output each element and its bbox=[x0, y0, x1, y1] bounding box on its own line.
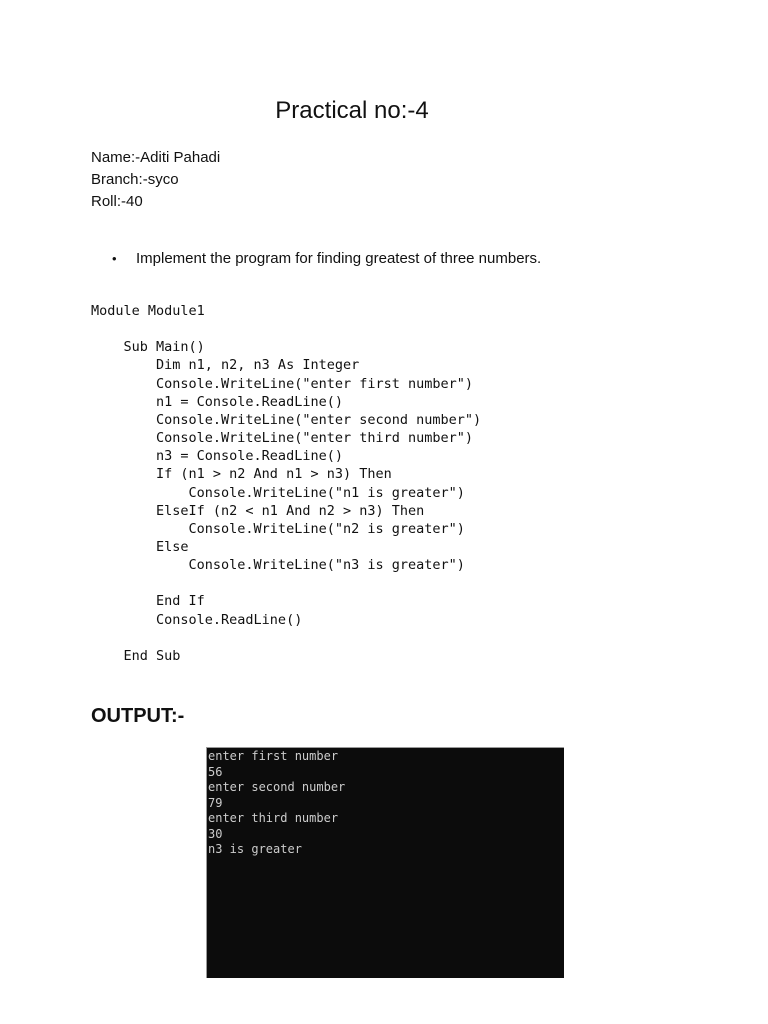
code-line: Console.WriteLine("n2 is greater") bbox=[91, 520, 465, 537]
code-line: End Sub bbox=[91, 647, 181, 664]
console-line: enter third number bbox=[208, 811, 339, 825]
code-line: Console.WriteLine("n3 is greater") bbox=[91, 557, 465, 574]
console-line: enter second number bbox=[208, 780, 346, 794]
console-line: n3 is greater bbox=[208, 842, 302, 856]
console-text bbox=[207, 748, 564, 858]
code-line: Console.ReadLine() bbox=[91, 611, 303, 628]
code-line: If (n1 > n2 And n1 > n3) Then bbox=[91, 466, 392, 483]
page-title: Practical no:-4 bbox=[275, 97, 429, 124]
code-line: Module Module1 bbox=[91, 303, 205, 319]
code-line: End If bbox=[91, 593, 205, 610]
console-line: 56 bbox=[208, 764, 223, 779]
code-line: Console.WriteLine("enter second number") bbox=[91, 411, 482, 428]
code-block bbox=[91, 302, 481, 665]
code-line: Else bbox=[91, 539, 189, 556]
console-line: 79 bbox=[208, 795, 223, 810]
code-line: Console.WriteLine("enter third number") bbox=[91, 430, 474, 447]
student-name: Name:-Aditi Pahadi bbox=[91, 149, 221, 166]
code-line: Sub Main() bbox=[91, 339, 205, 356]
task-statement bbox=[112, 249, 541, 269]
bullet-icon: • bbox=[112, 251, 117, 266]
console-line: enter first number bbox=[208, 749, 339, 763]
task-text: Implement the program for finding greatest of three numbers. bbox=[136, 250, 542, 267]
code-line: n1 = Console.ReadLine() bbox=[91, 393, 343, 410]
code-line: Console.WriteLine("enter first number") bbox=[91, 375, 474, 392]
code-line: Dim n1, n2, n3 As Integer bbox=[91, 357, 360, 374]
student-roll: Roll:-40 bbox=[91, 193, 143, 210]
console-line: 30 bbox=[208, 826, 223, 841]
code-line bbox=[91, 574, 481, 592]
console-output-screenshot bbox=[206, 747, 564, 978]
student-branch: Branch:-syco bbox=[91, 171, 179, 188]
code-line: ElseIf (n2 < n1 And n2 > n3) Then bbox=[91, 502, 425, 519]
code-line: Console.WriteLine("n1 is greater") bbox=[91, 484, 465, 501]
student-info bbox=[91, 147, 220, 213]
code-line bbox=[91, 629, 481, 647]
code-line bbox=[91, 320, 481, 338]
code-line: n3 = Console.ReadLine() bbox=[91, 448, 343, 465]
output-heading: OUTPUT:- bbox=[91, 705, 185, 727]
